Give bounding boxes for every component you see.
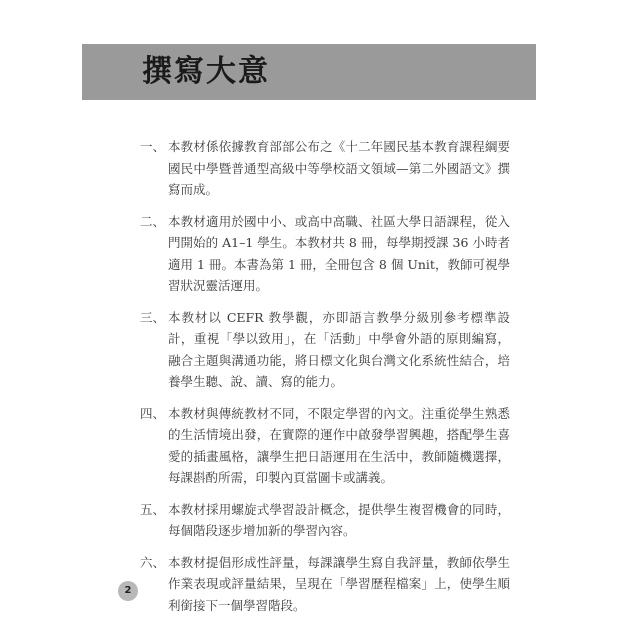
item-number: 四、 — [140, 405, 166, 421]
list-item — [140, 499, 510, 542]
item-number: 一、 — [140, 139, 166, 154]
list-item — [140, 136, 510, 201]
item-text: 本教材以 CEFR 教學觀，亦即語言教學分級別參考標準設計，重視「學以致用」，在「活動」中學會外語的原則編寫，融合主題與溝通功能，將日標文化與台灣文化系統性結合，培養學生聽、說、讀、寫的能力。 — [168, 309, 510, 389]
item-text: 本教材提倡形成性評量，每課讓學生寫自我評量，教師依學生作業表現或評量結果，呈現在「學習歷程檔案」上，使學生順利銜接下一個學習階段。 — [168, 554, 510, 613]
item-text: 本教材與傳統教材不同，不限定學習的內文。注重從學生熟悉的生活情境出發，在實際的運作中啟發學習興趣，搭配學生喜愛的插畫風格，讓學生把日語運用在生活中，教師隨機選擇，每課斟酌所需，印製內頁當圖卡或講義。 — [168, 405, 510, 485]
item-text: 本教材採用螺旋式學習設計概念，提供學生複習機會的同時，每個階段逐步增加新的學習內容。 — [168, 501, 510, 538]
item-number: 五、 — [140, 501, 166, 517]
item-number: 三、 — [140, 309, 166, 325]
list-item — [140, 211, 510, 297]
title-banner — [82, 44, 536, 100]
list-item — [140, 403, 510, 489]
page-title: 撰寫大意 — [142, 54, 270, 89]
item-number: 六、 — [140, 554, 166, 570]
item-text: 本教材適用於國中小、或高中高職、社區大學日語課程，從入門開始的 A1–1 學生。本教材共 8 冊，每學期授課 36 小時者適用 1 冊。本書為第 1 冊，全冊包含 8 個 Unit，教師可視學習狀況靈活運用。 — [168, 213, 510, 293]
list-item — [140, 307, 510, 393]
item-number: 二、 — [140, 213, 166, 229]
list-item — [140, 552, 510, 617]
item-list — [140, 136, 510, 626]
item-text: 本教材係依據教育部部公布之《十二年國民基本教育課程綱要國民中學暨普通型高級中等學校語文領域—第二外國語文》撰寫而成。 — [168, 139, 510, 197]
page-number-badge: 2 — [118, 581, 138, 601]
